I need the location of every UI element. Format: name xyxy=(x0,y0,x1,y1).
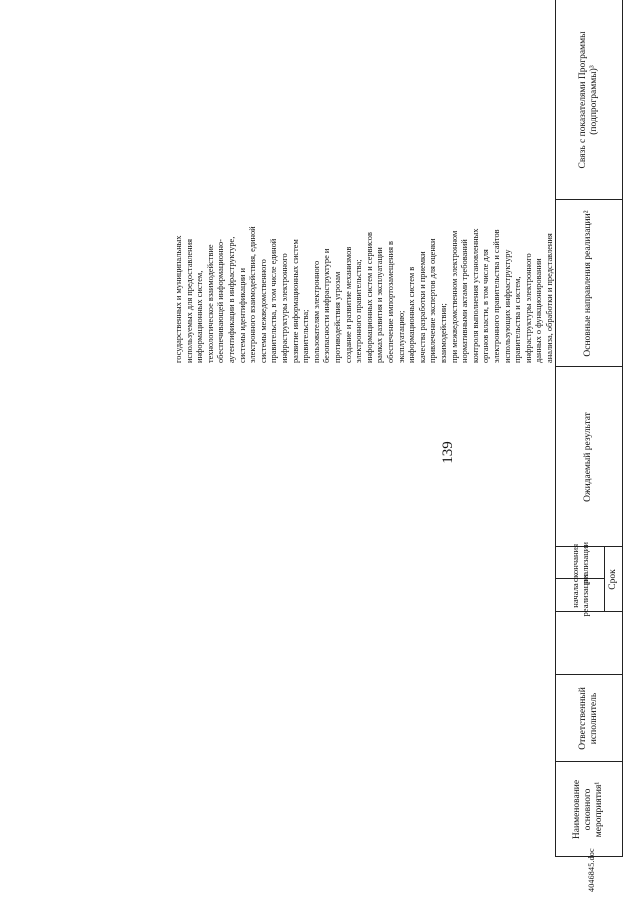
header-link-line-2: (подпрограммы)³ xyxy=(588,65,599,135)
header-end-line-2: реализации xyxy=(579,542,590,584)
header-executor-line-2: исполнитель xyxy=(588,692,599,745)
header-name-line-1: Наименование xyxy=(572,779,582,840)
header-name-line-2: основного xyxy=(583,788,593,831)
directions-line: электронного взаимодействия, единой xyxy=(248,226,258,363)
directions-line: качества разработки и приемки xyxy=(417,251,427,363)
directions-line: информационных систем и сервисов xyxy=(364,232,374,363)
directions-line: технологическое взаимодействие xyxy=(205,244,215,363)
directions-line: при межведомственном электронном xyxy=(449,230,459,363)
directions-line: используемых для предоставления xyxy=(184,239,194,363)
directions-line: инфраструктуры электронного xyxy=(280,253,289,363)
directions-line: взаимодействии; xyxy=(439,303,448,363)
directions-line: создание и развитие механизмов xyxy=(343,246,353,363)
directions-line: развитие информационных систем xyxy=(290,239,300,363)
header-link-line-1: Связь с показателями Программы xyxy=(577,31,588,169)
directions-line: инфраструктуры электронного xyxy=(523,253,533,363)
header-end-line-1: окончания xyxy=(569,543,580,583)
directions-line: аутентификации в инфраструктуре, xyxy=(227,236,236,363)
directions-line: информационных систем, xyxy=(195,270,205,363)
directions-line: безопасности инфраструктуре и xyxy=(322,248,332,363)
header-result: Ожидаемый результат xyxy=(583,412,593,502)
directions-line: обеспечение импортозамещения в xyxy=(386,240,395,363)
directions-line: анализа, обработки и представления xyxy=(545,233,554,363)
header-name-line-3: мероприятия¹ xyxy=(594,781,604,838)
header-directions: Основные направления реализации² xyxy=(583,210,593,357)
header-start-line-2: реализации xyxy=(579,574,590,617)
directions-line: рамках развития и эксплуатации xyxy=(375,247,385,363)
directions-line: противодействия угрозам xyxy=(333,271,342,363)
directions-line: органов власти, в том числе для xyxy=(481,249,491,363)
directions-line: правительства; xyxy=(301,309,311,363)
directions-line: эксплуатацию; xyxy=(396,310,406,363)
directions-line: данных о функционировании xyxy=(534,258,544,363)
directions-line: системы межведомственного xyxy=(258,259,268,363)
directions-line: электронного правительства; xyxy=(354,259,364,363)
directions-line: электронного правительства и сайтов xyxy=(492,229,501,363)
directions-line: правительства и систем, xyxy=(513,276,523,363)
directions-line: пользователям электронного xyxy=(311,260,321,363)
directions-line: использующих инфраструктуру xyxy=(502,249,512,363)
directions-line: системы идентификации и xyxy=(237,268,247,363)
directions-line: обеспечивающей информационно- xyxy=(216,239,226,363)
directions-line: контроля выполнения установленных xyxy=(470,228,480,363)
header-executor-line-1: Ответственный xyxy=(577,687,588,750)
doc-id: 4046845.doc xyxy=(587,848,596,892)
directions-line: привлечение экспертов для оценки xyxy=(428,238,438,363)
directions-line: нормативными актами требований xyxy=(460,239,470,363)
page-number: 139 xyxy=(440,441,456,464)
directions-line: государственных и муниципальных xyxy=(174,235,183,363)
directions-line: правительства, в том числе единой xyxy=(269,238,279,363)
header-term: Срок xyxy=(607,569,618,590)
header-start-line-1: начала xyxy=(569,583,580,608)
directions-line: информационных систем в xyxy=(407,266,417,363)
